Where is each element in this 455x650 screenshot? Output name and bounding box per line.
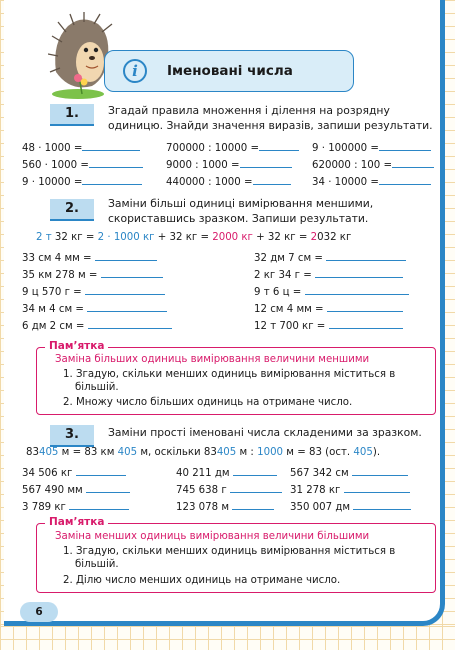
expression: 35 км 278 м =	[22, 270, 98, 281]
answer-blank[interactable]	[230, 483, 282, 493]
answer-blank[interactable]	[232, 500, 274, 510]
answer-blank[interactable]	[253, 175, 291, 185]
answer-blank[interactable]	[86, 483, 130, 493]
answer-blank[interactable]	[352, 466, 408, 476]
expression: 12 см 4 мм =	[254, 304, 324, 315]
answer-blank[interactable]	[392, 158, 434, 168]
named-number: 3 789 кг	[22, 502, 66, 513]
answer-blank[interactable]	[87, 302, 167, 312]
answer-blank[interactable]	[88, 319, 172, 329]
answer-blank[interactable]	[69, 500, 129, 510]
expression: 560 · 1000 =	[22, 160, 89, 171]
named-number: 350 007 дм	[290, 502, 351, 513]
expression: 2 кг 34 г =	[254, 270, 312, 281]
memo-box-1	[36, 340, 436, 415]
answer-blank[interactable]	[379, 175, 431, 185]
memo-item: 1. Згадую, скільки менших одиниць вимірювання міститься в більшій.	[63, 369, 396, 393]
memo-heading: Заміна менших одиниць вимірювання величини більшими	[55, 531, 370, 542]
answer-blank[interactable]	[353, 500, 411, 510]
answer-blank[interactable]	[315, 268, 403, 278]
named-number: 567 490 мм	[22, 485, 83, 496]
answer-blank[interactable]	[305, 285, 409, 295]
answer-blank[interactable]	[95, 251, 157, 261]
page-title: Іменовані числа	[167, 63, 293, 79]
task-number-3: 3.	[50, 425, 94, 447]
expression: 34 м 4 см =	[22, 304, 84, 315]
expression: 440000 : 1000 =	[166, 177, 253, 188]
expression: 9000 : 1000 =	[166, 160, 240, 171]
answer-blank[interactable]	[240, 158, 292, 168]
expression: 33 см 4 мм =	[22, 253, 92, 264]
answer-blank[interactable]	[101, 268, 163, 278]
expression: 620000 : 100 =	[312, 160, 393, 171]
memo-heading: Заміна більших одиниць вимірювання величини меншими	[55, 354, 370, 365]
answer-blank[interactable]	[329, 319, 403, 329]
expression: 6 дм 2 см =	[22, 321, 85, 332]
expression: 34 · 10000 =	[312, 177, 379, 188]
named-number: 31 278 кг	[290, 485, 341, 496]
expression: 9 · 10000 =	[22, 177, 83, 188]
section-banner	[104, 50, 354, 92]
bottom-grid-strip	[0, 626, 455, 650]
task-2-example: 2 т 32 кг = 2 · 1000 кг + 32 кг = 2000 кг + 32 кг = 2032 кг	[36, 232, 352, 243]
task-2-instruction: Заміни більші одиниці вимірювання меншими, скориставшись зразком. Запиши результати.	[108, 197, 374, 225]
answer-blank[interactable]	[327, 302, 403, 312]
expression: 9 т 6 ц =	[254, 287, 302, 298]
memo-item: 2. Множу число більших одиниць на отримане число.	[63, 397, 353, 408]
task-3-instruction: Заміни прості іменовані числа складеними за зразком.	[108, 426, 422, 439]
task-number-2: 2.	[50, 199, 94, 221]
page-number: 6	[20, 602, 58, 622]
memo-box-2	[36, 516, 436, 593]
answer-blank[interactable]	[89, 158, 143, 168]
expression: 9 · 100000 =	[312, 143, 379, 154]
expression: 48 · 1000 =	[22, 143, 83, 154]
named-number: 40 211 дм	[176, 468, 230, 479]
answer-blank[interactable]	[82, 175, 142, 185]
task-3-example: 83405 м = 83 км 405 м, оскільки 83405 м : 1000 м = 83 (ост. 405).	[26, 447, 381, 458]
answer-blank[interactable]	[82, 141, 140, 151]
answer-blank[interactable]	[259, 141, 299, 151]
answer-blank[interactable]	[76, 466, 126, 476]
expression: 700000 : 10000 =	[166, 143, 259, 154]
named-number: 123 078 м	[176, 502, 230, 513]
memo-label: Пам’ятка	[45, 516, 108, 528]
memo-item: 2. Ділю число менших одиниць на отримане число.	[63, 575, 341, 586]
answer-blank[interactable]	[379, 141, 431, 151]
named-number: 567 342 см	[290, 468, 349, 479]
memo-label: Пам’ятка	[45, 340, 108, 352]
answer-blank[interactable]	[233, 466, 277, 476]
task-1-instruction: Згадай правила множення і ділення на розрядну одиницю. Знайди значення виразів, запиши результати.	[108, 104, 433, 132]
answer-blank[interactable]	[344, 483, 410, 493]
answer-blank[interactable]	[85, 285, 165, 295]
named-number: 34 506 кг	[22, 468, 73, 479]
answer-blank[interactable]	[326, 251, 406, 261]
expression: 12 т 700 кг =	[254, 321, 326, 332]
named-number: 745 638 г	[176, 485, 227, 496]
expression: 9 ц 570 г =	[22, 287, 82, 298]
expression: 32 дм 7 см =	[254, 253, 323, 264]
memo-item: 1. Згадую, скільки менших одиниць вимірювання міститься в більшій.	[63, 546, 396, 570]
task-number-1: 1.	[50, 104, 94, 126]
info-icon: i	[123, 59, 147, 83]
